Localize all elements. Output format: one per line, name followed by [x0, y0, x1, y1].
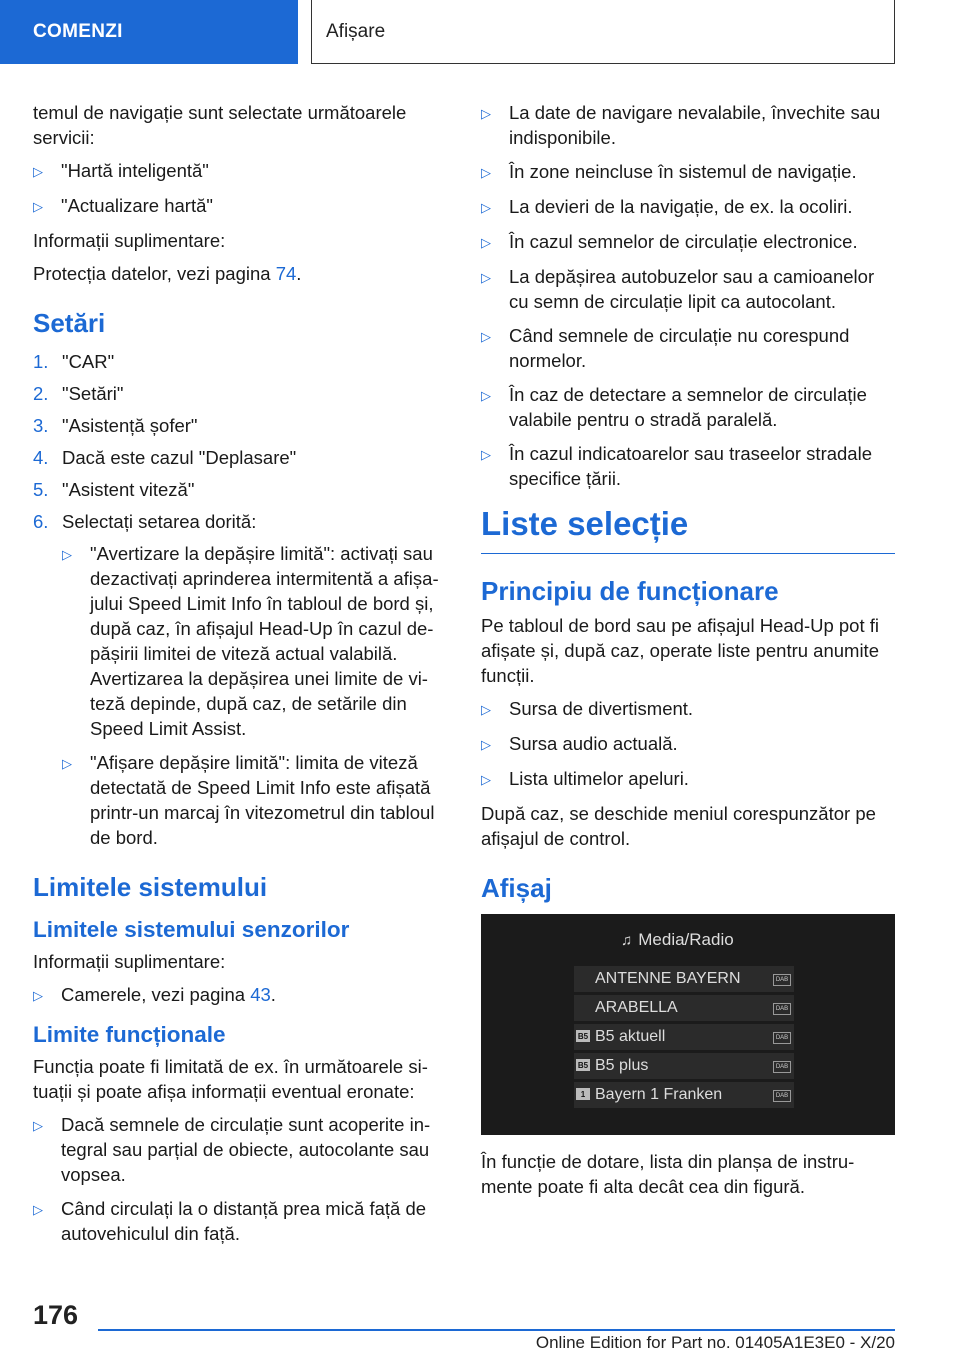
- principle-heading: Principiu de funcționare: [481, 576, 779, 606]
- list-item: ▷ "Afișare depășire limită": limita de viteză detectată de Speed Limit Info este afișată printr-un marcaj în vitezometrul din tabloul de bord.: [62, 752, 435, 848]
- station-row: B5 B5 aktuell DAB: [574, 1024, 794, 1050]
- media-radio-screenshot: [481, 914, 895, 1135]
- station-row: ANTENNE BAYERN DAB: [574, 966, 794, 992]
- list-item: ▷ Dacă semnele de circulație sunt acoperite in-tegral sau parțial de obiecte, autocolante sau vopsea.: [33, 1114, 431, 1185]
- info-label: Informații suplimentare:: [33, 230, 226, 251]
- page-link[interactable]: 74: [275, 263, 297, 284]
- list-item: ▷ La date de navigare nevalabile, învechite sau indisponibile.: [481, 102, 881, 148]
- station-row: ARABELLA DAB: [574, 995, 794, 1021]
- list-item: ▷ Sursa audio actuală.: [481, 731, 895, 757]
- step-item: 3. "Asistență șofer": [33, 415, 198, 436]
- dab-icon: DAB: [773, 1032, 791, 1044]
- bullet-triangle-icon: ▷: [481, 270, 491, 285]
- list-item: ▷ La depășirea autobuzelor sau a camioanelor cu semn de circulație lipit ca autocolant.: [481, 266, 875, 312]
- station-logo-icon: B5: [577, 1060, 589, 1070]
- bullet-triangle-icon: ▷: [33, 164, 43, 179]
- section-tab: COMENZI: [0, 0, 298, 64]
- bullet-triangle-icon: ▷: [62, 547, 72, 562]
- station-row: 1 Bayern 1 Franken DAB: [574, 1082, 794, 1108]
- right-column: [481, 100, 895, 1207]
- selection-lists-heading: Liste selecție: [481, 505, 895, 554]
- list-item: ▷ Când semnele de circulație nu corespund normelor.: [481, 325, 850, 371]
- bullet-triangle-icon: ▷: [33, 1118, 43, 1133]
- media-icon: ♫: [621, 932, 633, 949]
- list-item: ▷ Când circulați la o distanță prea mică față de autovehiculul din față.: [33, 1198, 427, 1244]
- station-row: B5 B5 plus DAB: [574, 1053, 794, 1079]
- list-item: ▷ În cazul indicatoarelor sau traseelor stradale specifice țării.: [481, 443, 872, 489]
- left-column: [33, 100, 448, 1255]
- edition-footer: Online Edition for Part no. 01405A1E3E0 - X/20: [535, 1333, 895, 1352]
- step-item: 1. "CAR": [33, 351, 115, 372]
- principle-text: Pe tabloul de bord sau pe afișajul Head-Up pot fi afișate și, după caz, operate liste pentru anumite funcții.: [481, 615, 880, 686]
- list-item: ▷ "Actualizare hartă": [33, 193, 448, 219]
- bullet-triangle-icon: ▷: [481, 772, 491, 787]
- bullet-triangle-icon: ▷: [62, 756, 72, 771]
- dab-icon: DAB: [773, 1090, 791, 1102]
- list-item: ▷ În caz de detectare a semnelor de circulație valabile pentru o stradă paralelă.: [481, 384, 867, 430]
- list-item: ▷ În cazul semnelor de circulație electronice.: [481, 229, 895, 255]
- functional-limits-text: Funcția poate fi limitată de ex. în următoarele si-tuații și poate afișa informații eventual eronate:: [33, 1056, 428, 1102]
- step-item: 2. "Setări": [33, 383, 124, 404]
- privacy-reference: Protecția datelor, vezi pagina 74.: [33, 263, 302, 284]
- bullet-triangle-icon: ▷: [481, 447, 491, 462]
- dab-icon: DAB: [773, 1061, 791, 1073]
- list-item: ▷ Camerele, vezi pagina 43.: [33, 982, 448, 1008]
- station-list: [574, 966, 794, 1111]
- bullet-triangle-icon: ▷: [33, 199, 43, 214]
- bullet-triangle-icon: ▷: [481, 329, 491, 344]
- list-item: ▷ "Avertizare la depășire limită": activați sau dezactivați aprinderea intermitentă a afișa-jului Speed Limit Info în tabloul de bord și, după caz, în afișajul Head-Up în cazul de-pășirii limitei de viteză actual valabilă. Avertizarea la depășirea unei limite de vi-teză depinde, după caz, de setările din Speed Limit Assist.: [62, 543, 439, 739]
- limits-heading: Limitele sistemului: [33, 872, 268, 902]
- sensor-limits-heading: Limitele sistemului senzorilor: [33, 917, 350, 942]
- figure-title: ♫ Media/Radio: [621, 930, 734, 949]
- step-item: 5. "Asistent viteză": [33, 479, 195, 500]
- dab-icon: DAB: [773, 1003, 791, 1015]
- station-logo-icon: B5: [577, 1031, 589, 1041]
- bullet-triangle-icon: ▷: [481, 235, 491, 250]
- step-item: 6. Selectați setarea dorită:: [33, 511, 257, 532]
- list-item: ▷ "Hartă inteligentă": [33, 158, 448, 184]
- step-item: 4. Dacă este cazul "Deplasare": [33, 447, 297, 468]
- bullet-triangle-icon: ▷: [33, 1202, 43, 1217]
- list-item: ▷ Lista ultimelor apeluri.: [481, 766, 895, 792]
- sensor-info-label: Informații suplimentare:: [33, 951, 226, 972]
- page-number: 176: [33, 1300, 79, 1330]
- page-link[interactable]: 43: [250, 984, 271, 1005]
- bullet-triangle-icon: ▷: [481, 388, 491, 403]
- functional-limits-heading: Limite funcționale: [33, 1022, 226, 1047]
- settings-heading: Setări: [33, 308, 106, 338]
- bullet-triangle-icon: ▷: [481, 702, 491, 717]
- display-heading: Afișaj: [481, 873, 552, 903]
- bullet-triangle-icon: ▷: [33, 988, 43, 1003]
- bullet-triangle-icon: ▷: [481, 200, 491, 215]
- bullet-triangle-icon: ▷: [481, 165, 491, 180]
- dab-icon: DAB: [773, 974, 791, 986]
- station-logo-icon: 1: [576, 1088, 590, 1100]
- bullet-triangle-icon: ▷: [481, 106, 491, 121]
- bullet-triangle-icon: ▷: [481, 737, 491, 752]
- list-item: ▷ Sursa de divertisment.: [481, 696, 895, 722]
- intro-text: temul de navigație sunt selectate următoarele servicii:: [33, 102, 407, 148]
- figure-caption: În funcție de dotare, lista din planșa de instru-mente poate fi alta decât cea din figură.: [481, 1151, 855, 1197]
- list-item: ▷ La devieri de la navigație, de ex. la ocoliri.: [481, 194, 895, 220]
- menu-text: După caz, se deschide meniul corespunzător pe afișajul de control.: [481, 803, 876, 849]
- page-header-title: Afișare: [311, 0, 895, 64]
- list-item: ▷ În zone neincluse în sistemul de navigație.: [481, 159, 895, 185]
- footer-divider: [98, 1329, 895, 1331]
